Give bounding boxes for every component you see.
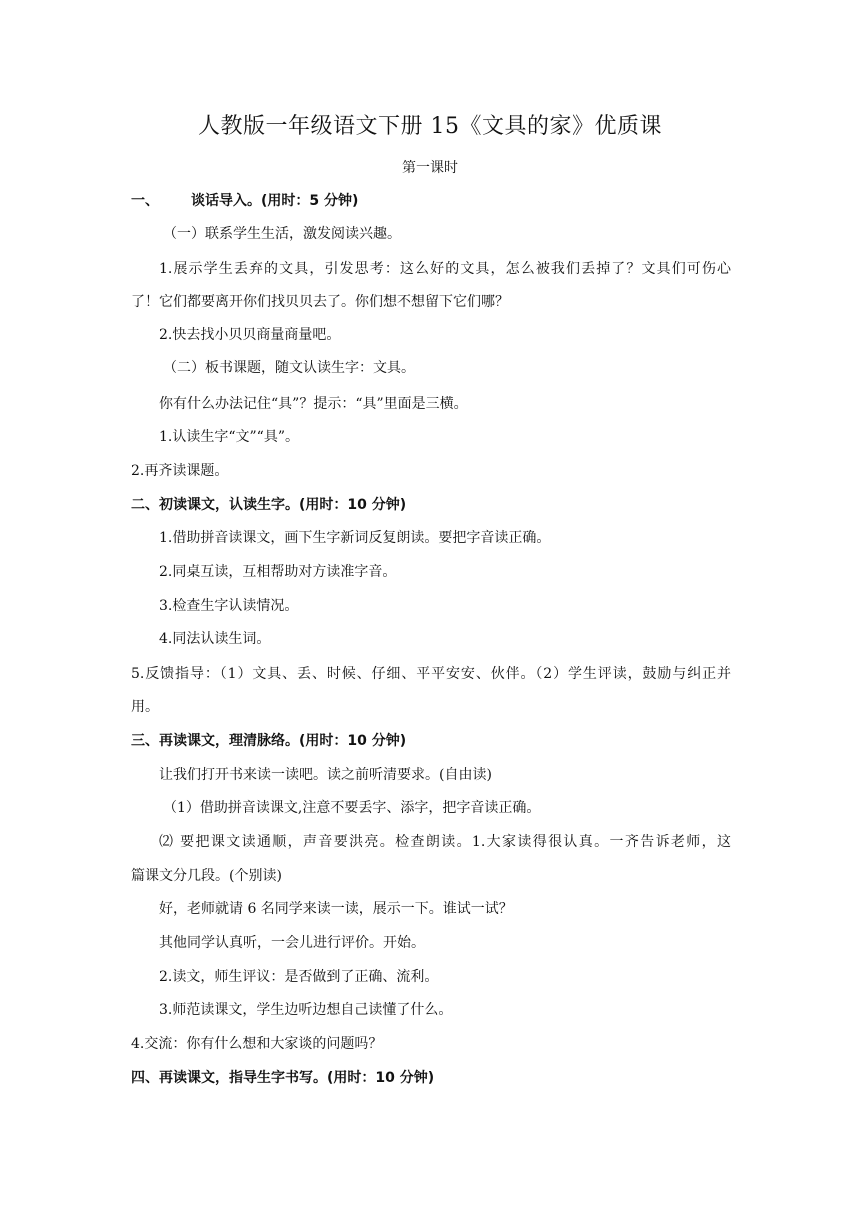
paragraph-line: 了！它们都要离开你们找贝贝去了。你们想不想留下它们哪？ (131, 294, 509, 310)
paragraph-line: ⑵ 要把课文读通顺，声音要洪亮。检查朗读。1.大家读得很认真。一齐告诉老师，这 (159, 834, 731, 850)
paragraph-line: 用。 (131, 699, 159, 715)
section-heading-4: 四、再读课文，指导生字书写。(用时：10 分钟) (131, 1070, 435, 1086)
paragraph-line: 3.检查生字认读情况。 (159, 598, 299, 614)
paragraph-line: 其他同学认真听，一会儿进行评价。开始。 (159, 935, 425, 951)
section-heading-3: 三、再读课文，理清脉络。(用时：10 分钟) (131, 733, 407, 749)
paragraph-line: 1.展示学生丢弃的文具，引发思考：这么好的文具，怎么被我们丢掉了？文具们可伤心 (159, 261, 731, 277)
paragraph-line: （二）板书课题，随文认读生字：文具。 (163, 360, 415, 376)
paragraph-line: （一）联系学生生活，激发阅读兴趣。 (163, 226, 401, 242)
paragraph-line: 让我们打开书来读一读吧。读之前听清要求。(自由读) (159, 767, 492, 783)
section-heading-1 (131, 190, 731, 212)
section-number: 一、 (131, 193, 159, 209)
paragraph-line: 4.交流：你有什么想和大家谈的问题吗？ (131, 1036, 383, 1052)
paragraph-line: 1.借助拼音读课文，画下生字新词反复朗读。要把字音读正确。 (159, 530, 551, 546)
paragraph-line: 2.读文，师生评议：是否做到了正确、流利。 (159, 969, 439, 985)
paragraph-line: 2.快去找小贝贝商量商量吧。 (159, 327, 341, 343)
paragraph-line: 3.师范读课文，学生边听边想自己读懂了什么。 (159, 1002, 453, 1018)
paragraph-line: 4.同法认读生词。 (159, 631, 271, 647)
paragraph-line: 2.再齐读课题。 (131, 463, 229, 479)
paragraph-line: 5.反馈指导：（1）文具、丢、时候、仔细、平平安安、伙伴。（2）学生评读，鼓励与纠正并 (131, 666, 731, 682)
paragraph-line: 1.认读生字“文”“具”。 (159, 429, 299, 445)
paragraph-line: 篇课文分几段。(个别读) (131, 868, 282, 884)
section-heading-2: 二、初读课文，认读生字。(用时：10 分钟) (131, 497, 407, 513)
document-subtitle: 第一课时 (402, 160, 458, 176)
section-heading-text: 谈话导入。(用时：5 分钟) (191, 193, 359, 209)
paragraph-line: 2.同桌互读，互相帮助对方读准字音。 (159, 564, 397, 580)
paragraph-line: （1）借助拼音读课文,注意不要丢字、添字，把字音读正确。 (163, 800, 541, 816)
paragraph-line: 你有什么办法记住“具”？提示：“具”里面是三横。 (159, 396, 468, 412)
paragraph-line: 好，老师就请 6 名同学来读一读，展示一下。谁试一试？ (159, 901, 513, 917)
document-title: 人教版一年级语文下册 15《文具的家》优质课 (198, 114, 662, 139)
